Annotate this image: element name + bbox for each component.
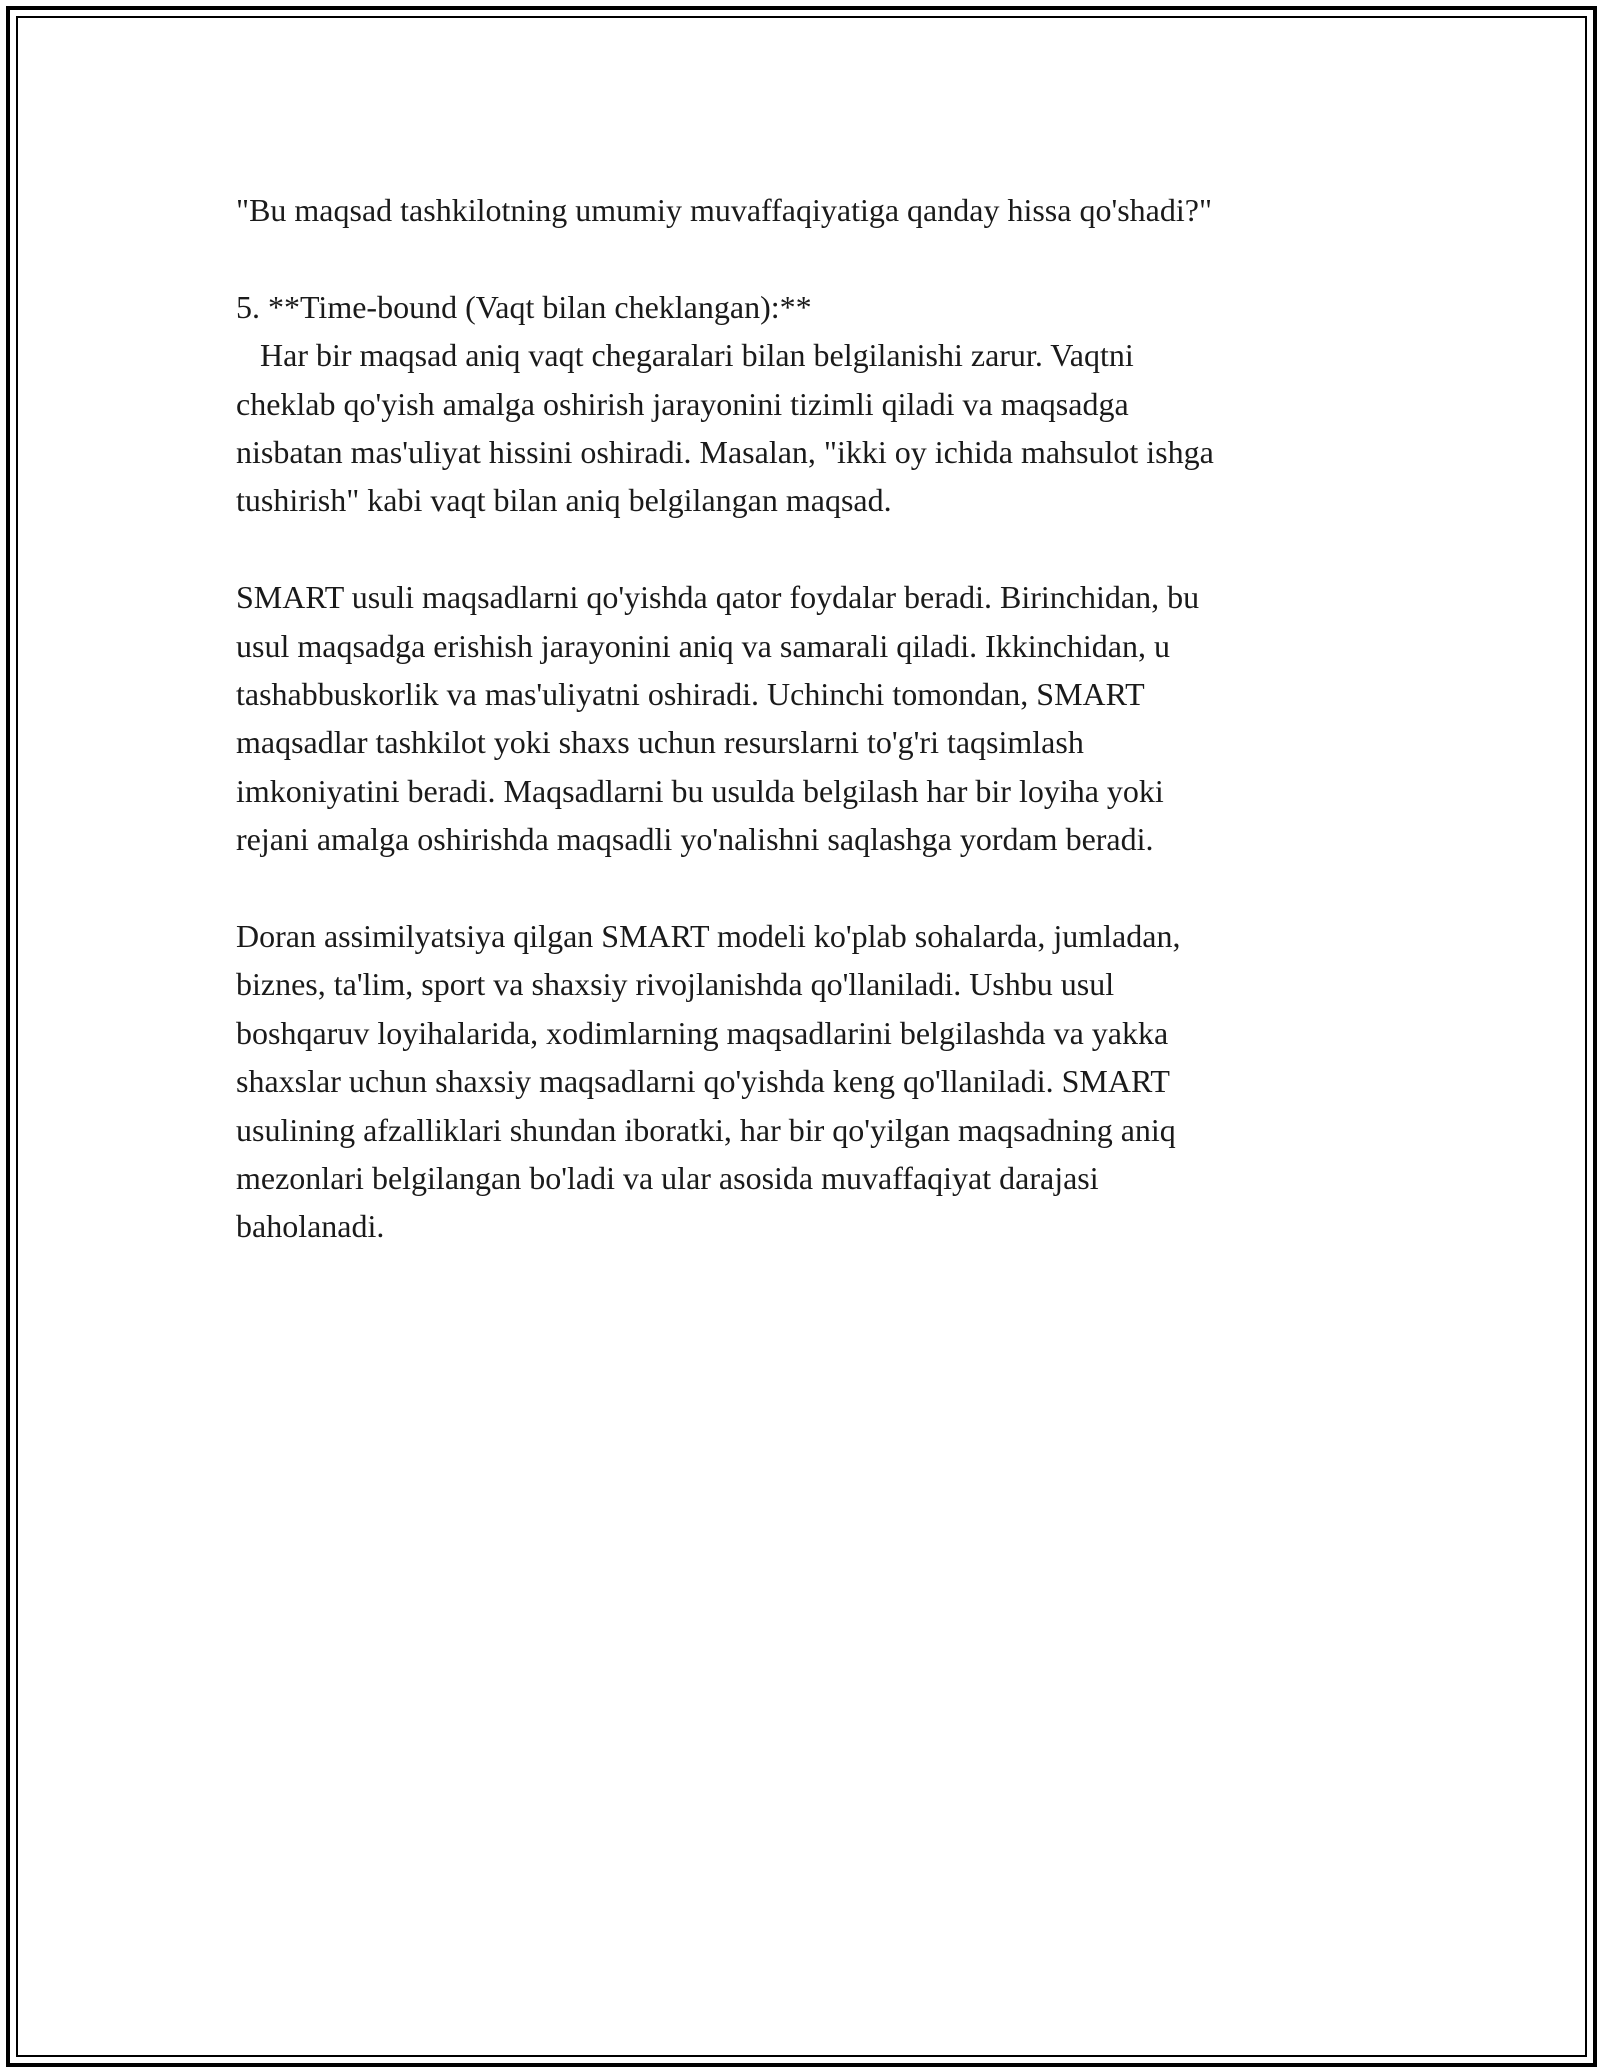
paragraph-spacer: [236, 864, 1376, 912]
paragraph-question: "Bu maqsad tashkilotning umumiy muvaffaqiyatiga qanday hissa qo'shadi?": [236, 192, 1213, 228]
paragraph-spacer: [236, 234, 1376, 282]
paragraph-smart-applications: Doran assimilyatsiya qilgan SMART modeli ko'plab sohalarda, jumladan, biznes, ta'lim, sport va shaxsiy rivojlanishda qo'llaniladi. Ushbu usul boshqaruv loyihalarida, xodimlarning maqsadlarini belgilashda va yakka shaxslar uchun shaxsiy maqsadlarni qo'yishda keng qo'llaniladi. SMART usulining afzalliklari shundan iboratki, har bir qo'yilgan maqsadning aniq mezonlari belgilangan bo'ladi va ular asosida muvaffaqiyat darajasi baholanadi.: [236, 918, 1181, 1245]
paragraph-spacer: [236, 525, 1376, 573]
paragraph-smart-benefits: SMART usuli maqsadlarni qo'yishda qator foydalar beradi. Birinchidan, bu usul maqsadga erishish jarayonini aniq va samarali qiladi. Ikkinchidan, u tashabbuskorlik va mas'uliyatni oshiradi. Uchinchi tomondan, SMART maqsadlar tashkilot yoki shaxs uchun resurslarni to'g'ri taqsimlash imkoniyatini beradi. Maqsadlarni bu usulda belgilash har bir loyiha yoki rejani amalga oshirishda maqsadli yo'nalishni saqlashga yordam beradi.: [236, 579, 1200, 858]
document-body: [236, 186, 1376, 1251]
paragraph-time-bound: 5. **Time-bound (Vaqt bilan cheklangan):** Har bir maqsad aniq vaqt chegaralari bilan belgilanishi zarur. Vaqtni cheklab qo'yish amalga oshirish jarayonini tizimli qiladi va maqsadga nisbatan mas'uliyat hissini oshiradi. Masalan, "ikki oy ichida mahsulot ishga tushirish" kabi vaqt bilan aniq belgilangan maqsad.: [236, 288, 1214, 519]
